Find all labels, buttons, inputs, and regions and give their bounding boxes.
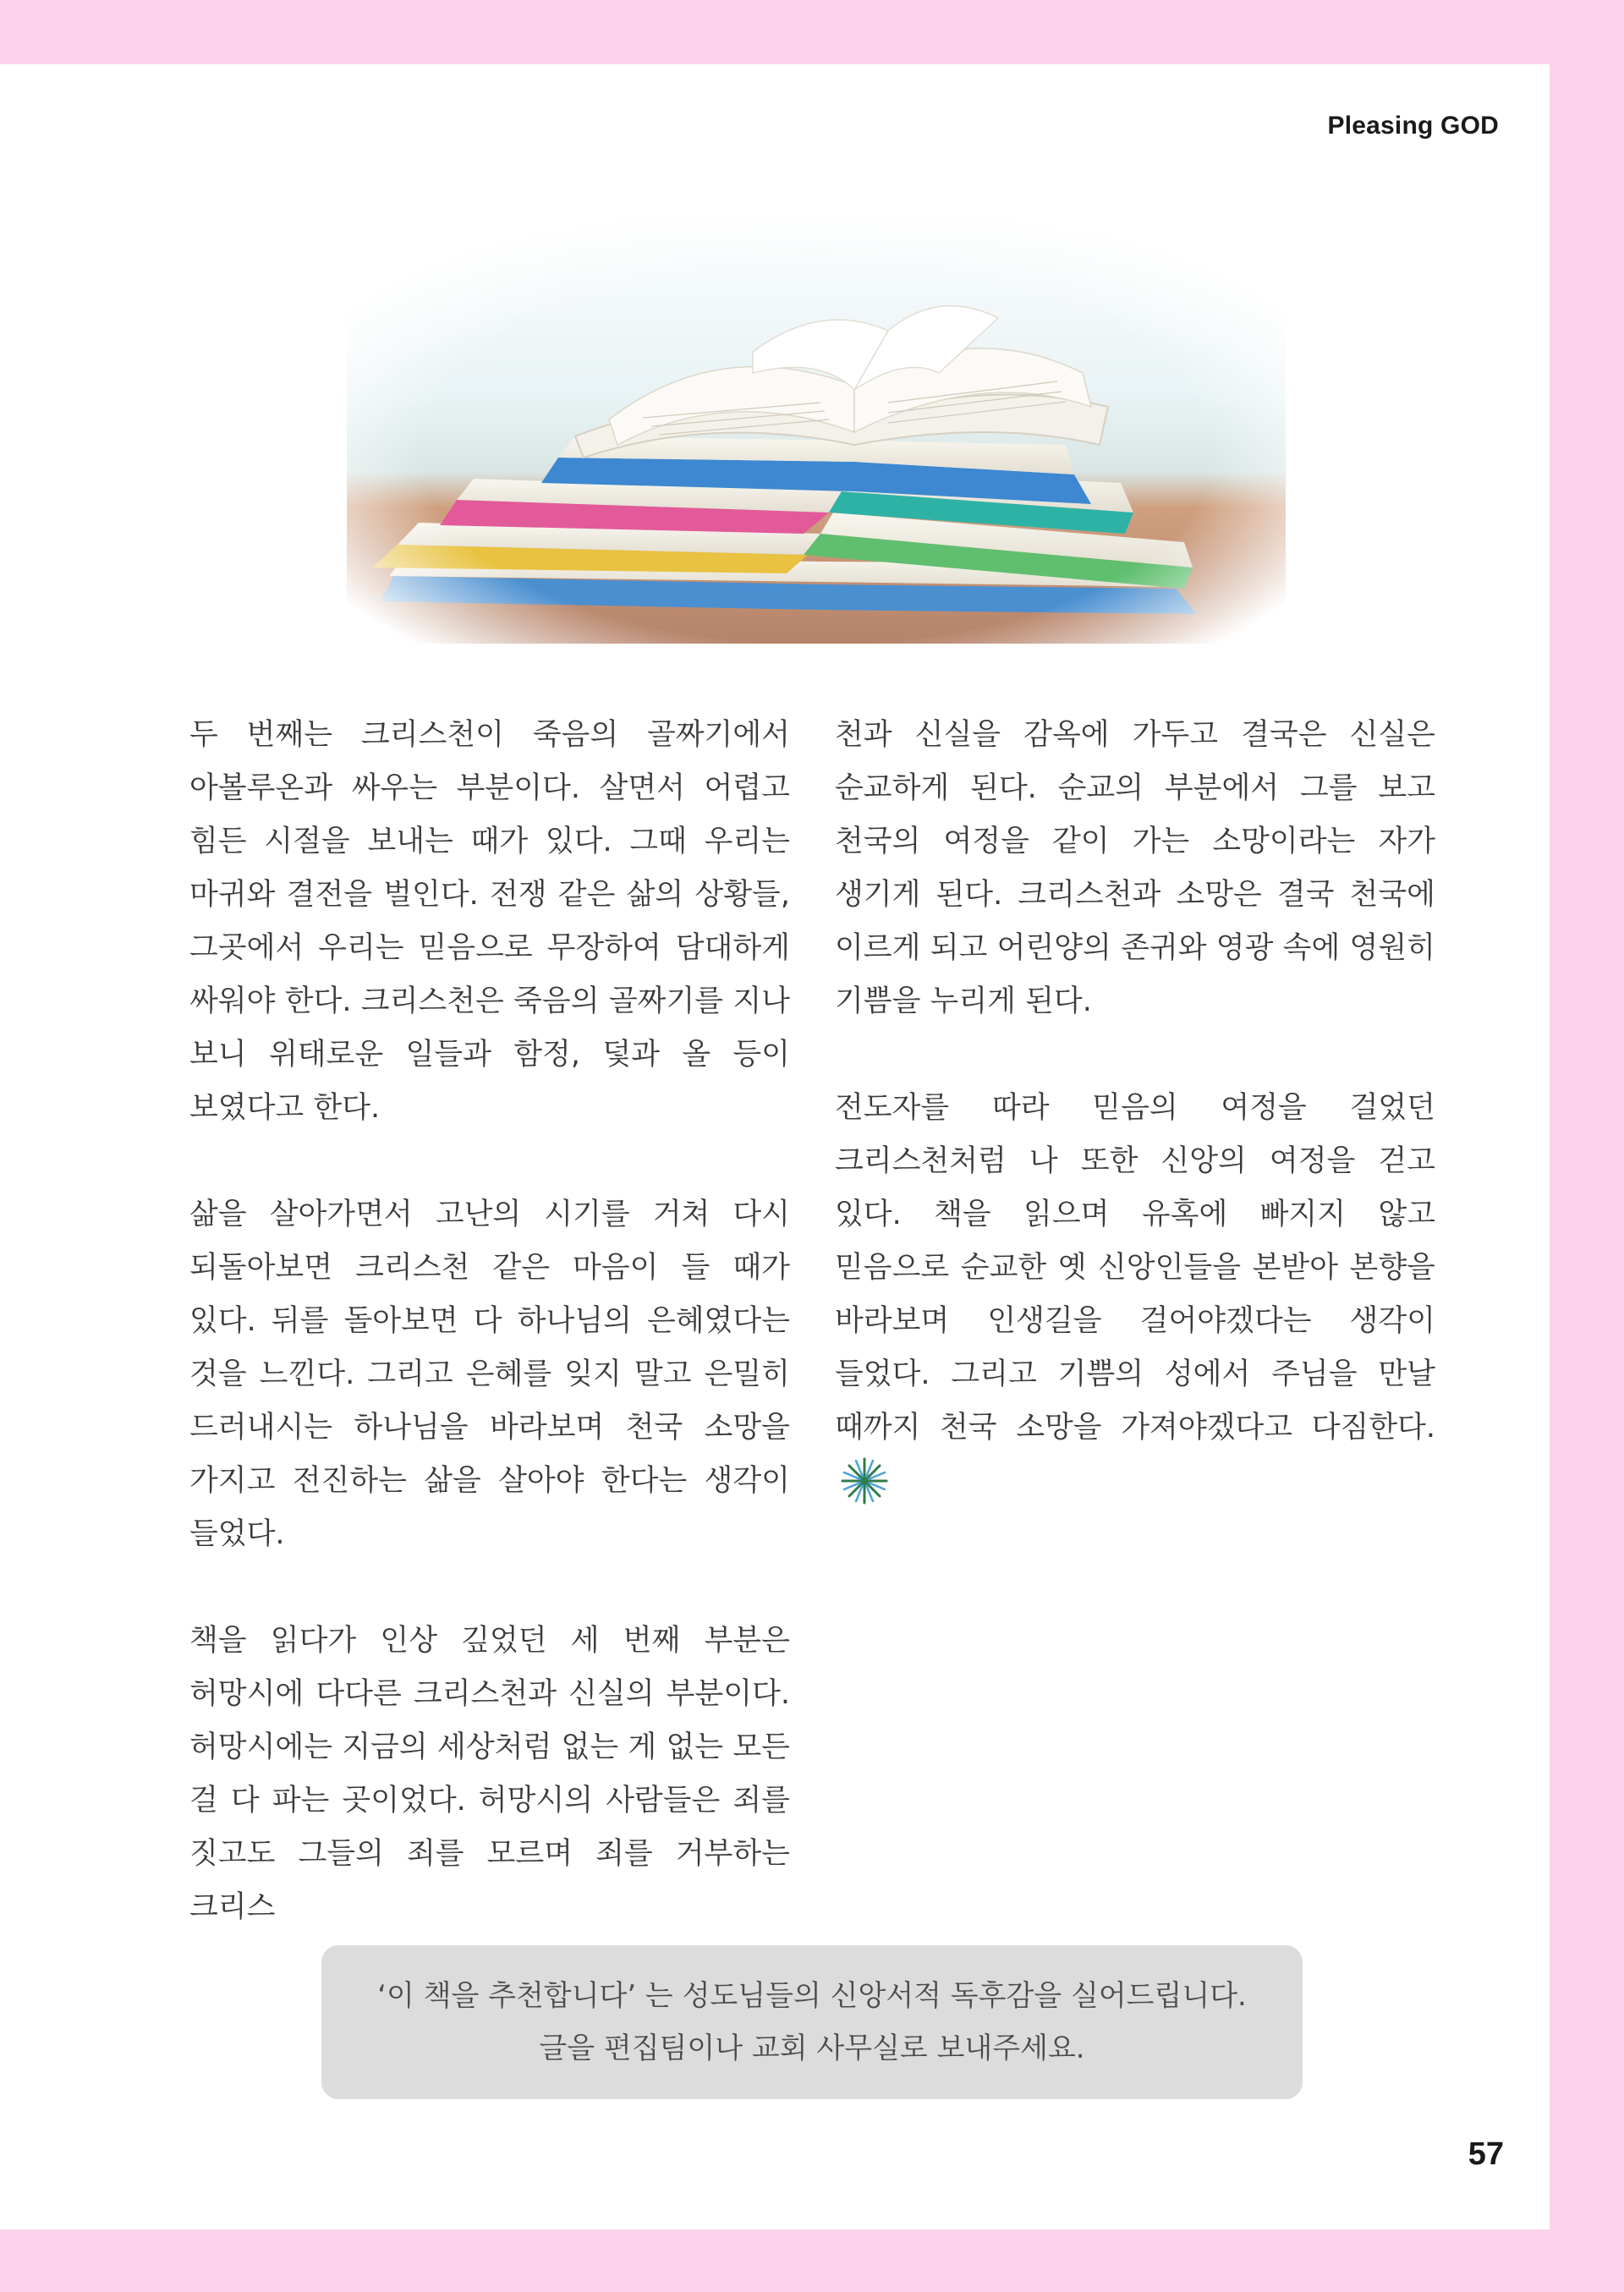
- article-paragraph-text: 전도자를 따라 믿음의 여정을 걸었던 크리스천처럼 나 또한 신앙의 여정을 걷고 있다. 책을 읽으며 유혹에 빠지지 않고 믿음으로 순교한 옛 신앙인들을 본받아 본향을 바라보며 인생길을 걸어야겠다는 생각이 들었다. 그리고 기쁨의 성에서 주님을 만날 때까지 천국 소망을 가져야겠다고 다짐한다.: [835, 1091, 1435, 1445]
- article-paragraph: 책을 읽다가 인상 깊었던 세 번째 부분은 허망시에 다다른 크리스천과 신실의 부분이다. 허망시에는 지금의 세상처럼 없는 게 없는 모든 걸 다 파는 곳이었다. 허망시의 사람들은 죄를 짓고도 그들의 죄를 모르며 죄를 거부하는 크리스: [189, 1624, 790, 1924]
- notice-line-2: 글을 편집팀이나 교회 사무실로 보내주세요.: [539, 2032, 1085, 2065]
- submission-notice-box: [321, 1945, 1303, 2099]
- notice-line-1: ‘이 책을 추천합니다’ 는 성도님들의 신앙서적 독후감을 실어드립니다.: [377, 1979, 1247, 2013]
- page-number: 57: [1468, 2136, 1504, 2172]
- article-right-column: [835, 709, 1435, 1510]
- article-paragraph: 삶을 살아가면서 고난의 시기를 거쳐 다시 되돌아보면 크리스천 같은 마음이 들 때가 있다. 뒤를 돌아보면 다 하나님의 은혜였다는 것을 느낀다. 그리고 은혜를 잊지 말고 은밀히 드러내시는 하나님을 바라보며 천국 소망을 가지고 전진하는 삶을 살아야 한다는 생각이 들었다.: [189, 1198, 790, 1551]
- section-label: Pleasing GOD: [1327, 112, 1499, 140]
- stacked-open-books-photo-icon: [347, 191, 1286, 644]
- article-paragraph-final: [835, 1082, 1435, 1510]
- article-left-column: [189, 709, 790, 1934]
- books-photo: [347, 191, 1286, 644]
- starburst-ornament-icon: [838, 1455, 891, 1507]
- article-paragraph: 두 번째는 크리스천이 죽음의 골짜기에서 아볼루온과 싸우는 부분이다. 살면서 어렵고 힘든 시절을 보내는 때가 있다. 그때 우리는 마귀와 결전을 벌인다. 전쟁 같은 삶의 상황들, 그곳에서 우리는 믿음으로 무장하여 담대하게 싸워야 한다. 크리스천은 죽음의 골짜기를 지나 보니 위태로운 일들과 함정, 덫과 올 등이 보였다고 한다.: [189, 718, 790, 1125]
- article-paragraph: 천과 신실을 감옥에 가두고 결국은 신실은 순교하게 된다. 순교의 부분에서 그를 보고 천국의 여정을 같이 가는 소망이라는 자가 생기게 된다. 크리스천과 소망은 결국 천국에 이르게 되고 어린양의 존귀와 영광 속에 영원히 기쁨을 누리게 된다.: [835, 718, 1435, 1018]
- magazine-page: [0, 64, 1550, 2229]
